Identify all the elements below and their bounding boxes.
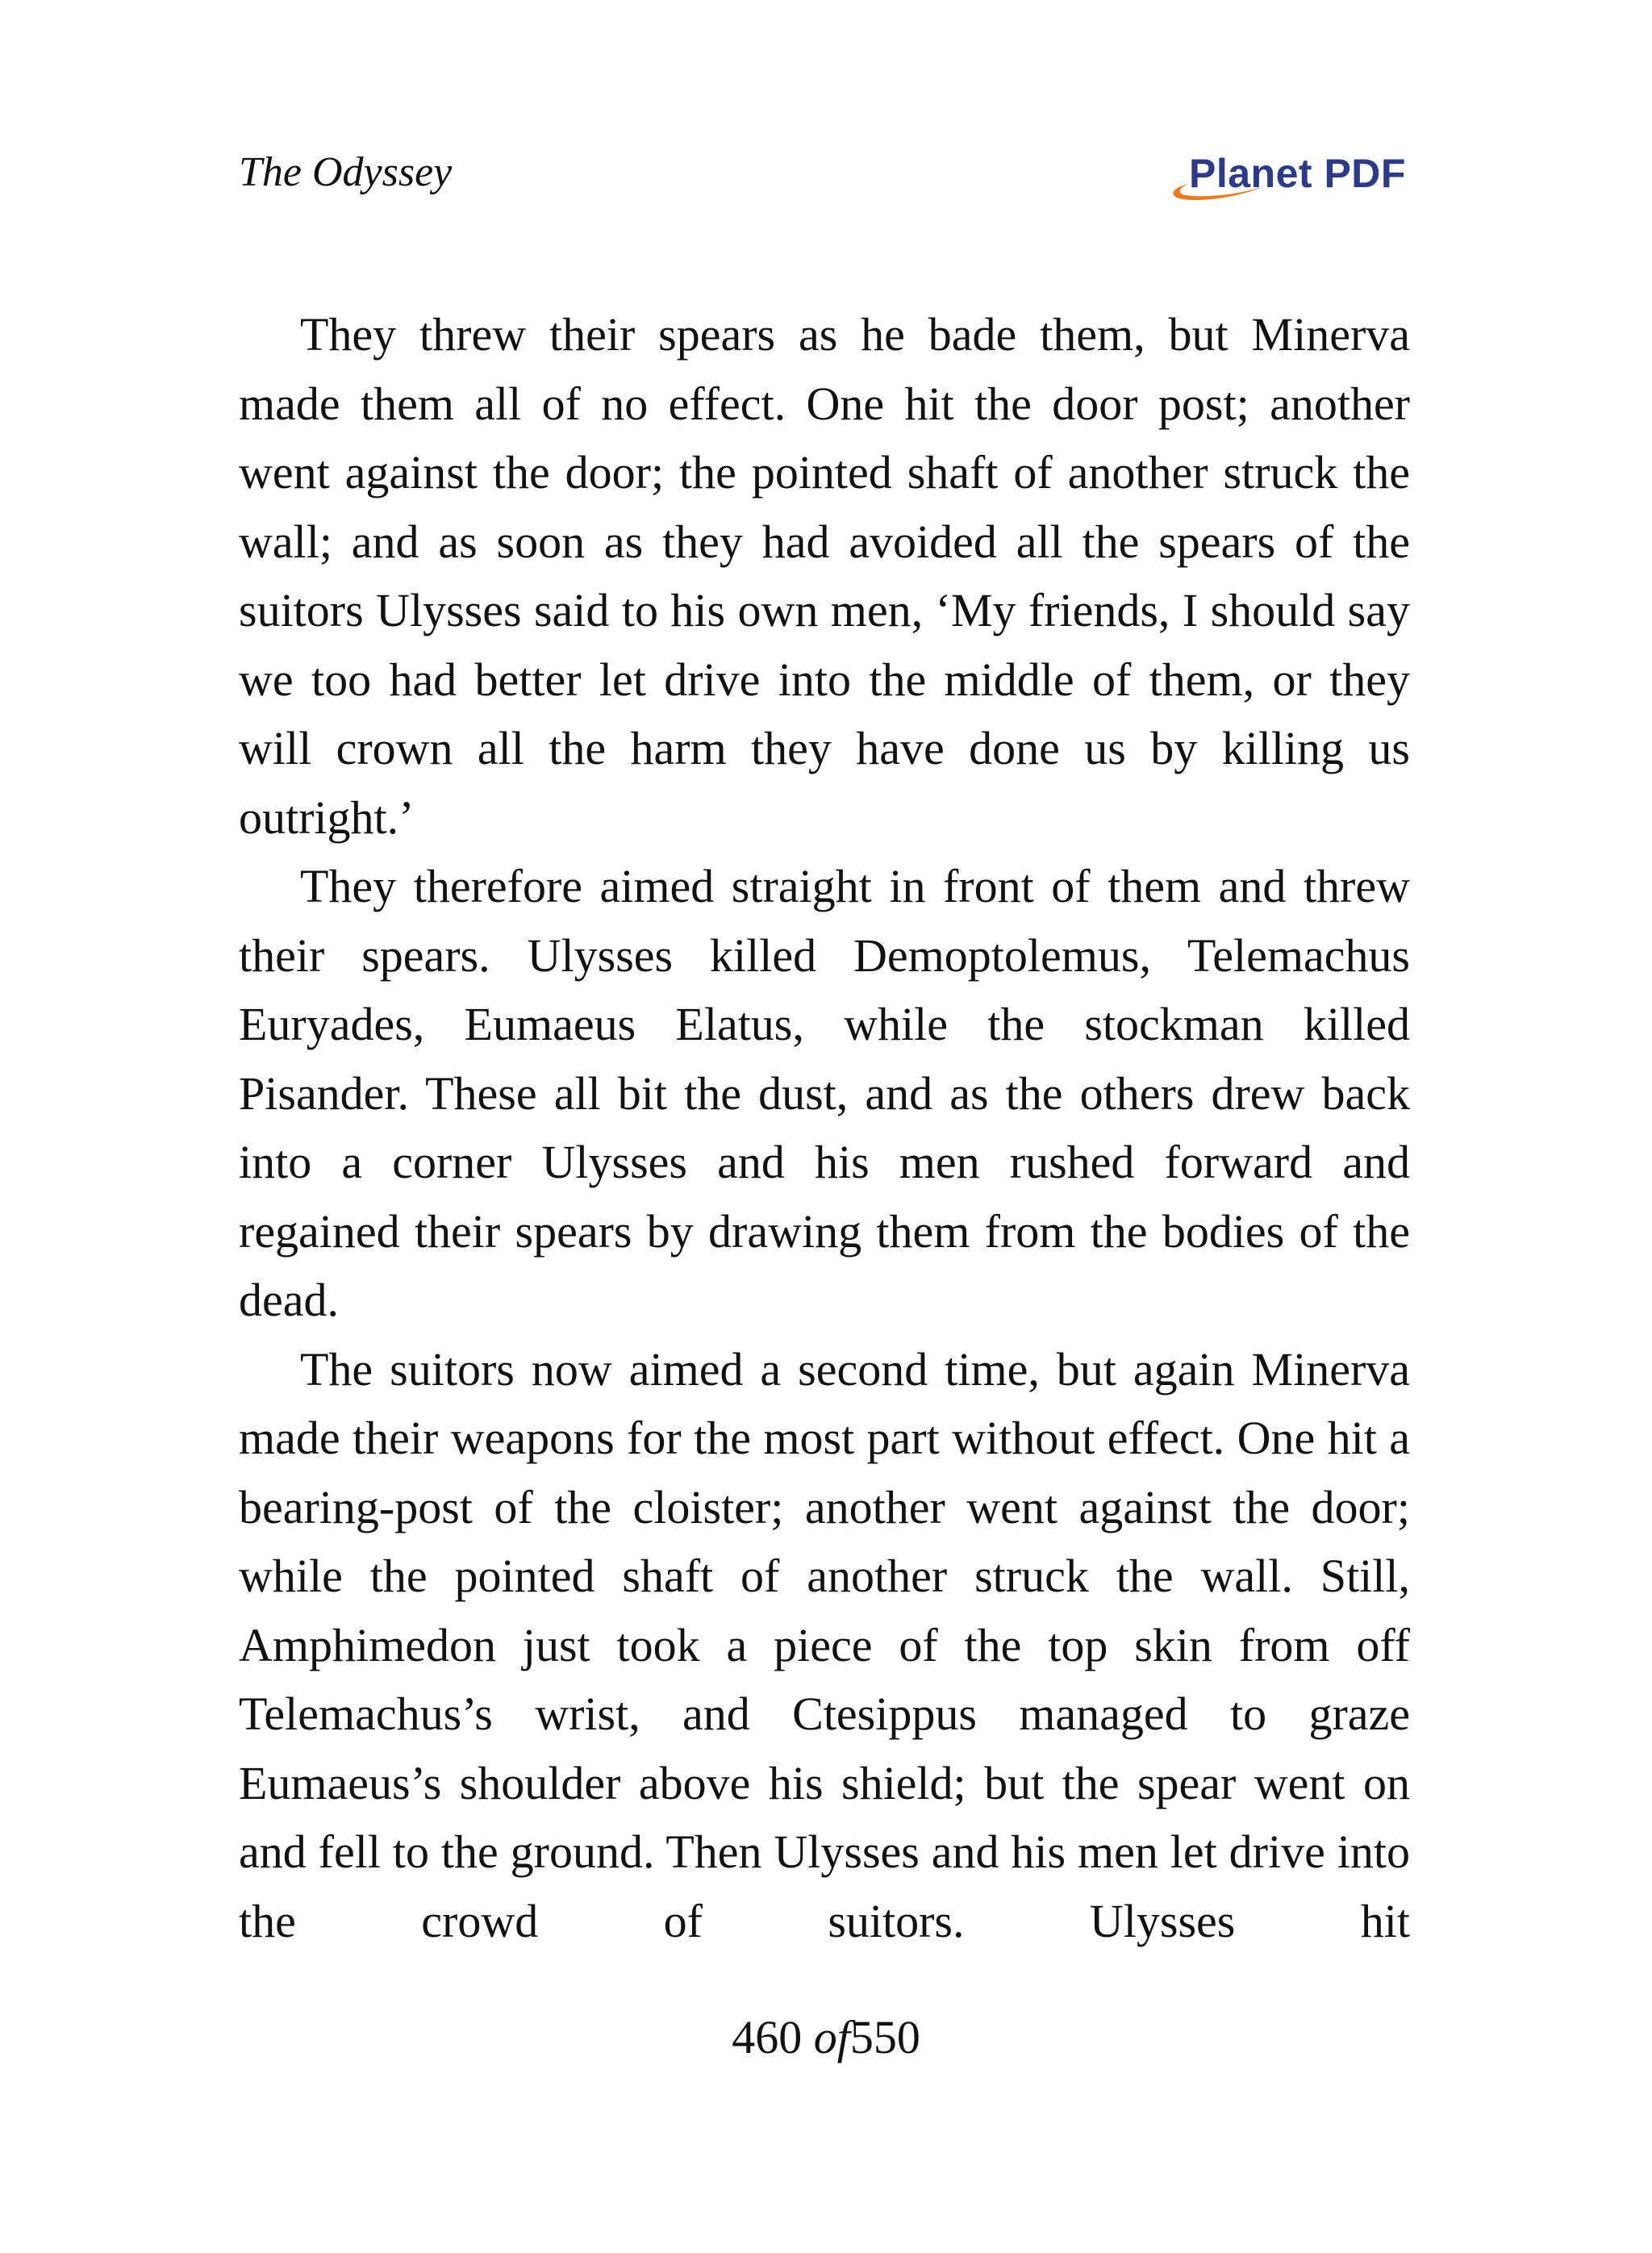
planet-pdf-logo bbox=[1162, 147, 1412, 211]
paragraph: They threw their spears as he bade them, but Minerva made them all of no effect. One hit the door post; another went against the door; the pointed shaft of another struck the wall; and as soon as they had avoided all the spears of the suitors Ulysses said to his own men, ‘My friends, I should say we too had better let drive into the middle of them, or they will crown all the harm they have done us by killing us outright.’ bbox=[239, 308, 1410, 844]
total-pages: 550 bbox=[849, 2011, 920, 2063]
running-title: The Odyssey bbox=[239, 149, 453, 195]
logo-text: Planet PDF bbox=[1189, 151, 1406, 196]
page-of-label: of bbox=[813, 2011, 850, 2063]
page-footer bbox=[0, 2011, 1652, 2063]
paragraph: The suitors now aimed a second time, but again Minerva made their weapons for the most part without effect. One hit a bearing-post of the cloister; another went against the door; while the pointed shaft of another struck the wall. Still, Amphimedon just took a piece of the top skin from off Telemachus’s wrist, and Ctesippus managed to graze Eumaeus’s shoulder above his shield; but the spear went on and fell to the ground. Then Ulysses and his men let drive into the crowd of suitors. Ulysses hit bbox=[239, 1342, 1410, 1947]
page-number: 460 bbox=[732, 2011, 803, 2063]
paragraph: They therefore aimed straight in front of them and threw their spears. Ulysses killed Demoptolemus, Telemachus Euryades, Eumaeus Elatus, while the stockman killed Pisander. These all bit the dust, and as the others drew back into a corner Ulysses and his men rushed forward and regained their spears by drawing them from the bodies of the dead. bbox=[239, 860, 1410, 1326]
body-text bbox=[239, 300, 1410, 1955]
